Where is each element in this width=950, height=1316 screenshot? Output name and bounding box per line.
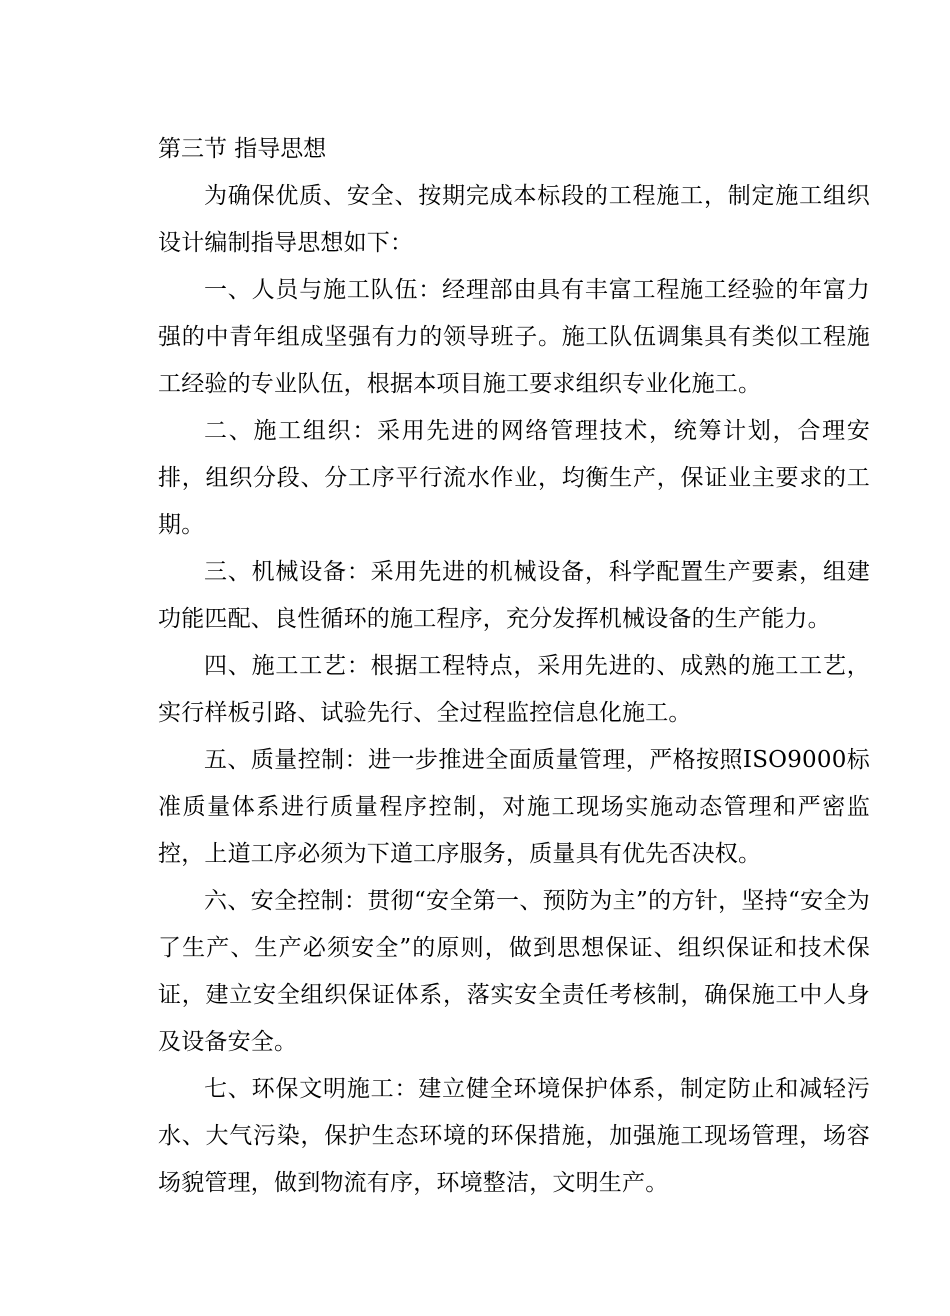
paragraph-equipment: 三、机械设备：采用先进的机械设备，科学配置生产要素，组建功能匹配、良性循环的施工程序，充分发挥机械设备的生产能力。 <box>158 559 870 632</box>
document-body <box>158 126 870 1207</box>
section-heading: 第三节 指导思想 <box>158 136 327 162</box>
paragraph-organization: 二、施工组织：采用先进的网络管理技术，统筹计划，合理安排，组织分段、分工序平行流水作业，均衡生产，保证业主要求的工期。 <box>158 418 870 538</box>
paragraph-process: 四、施工工艺：根据工程特点，采用先进的、成熟的施工工艺，实行样板引路、试验先行、全过程监控信息化施工。 <box>158 653 870 726</box>
paragraph-environment: 七、环保文明施工：建立健全环境保护体系，制定防止和减轻污水、大气污染，保护生态环境的环保措施，加强施工现场管理，场容场貌管理，做到物流有序，环境整洁，文明生产。 <box>158 1076 870 1196</box>
paragraph-safety: 六、安全控制：贯彻“安全第一、预防为主”的方针，坚持“安全为了生产、生产必须安全”的原则，做到思想保证、组织保证和技术保证，建立安全组织保证体系，落实安全责任考核制，确保施工中人身及设备安全。 <box>158 888 870 1055</box>
paragraph-personnel: 一、人员与施工队伍：经理部由具有丰富工程施工经验的年富力强的中青年组成坚强有力的领导班子。施工队伍调集具有类似工程施工经验的专业队伍，根据本项目施工要求组织专业化施工。 <box>158 277 870 397</box>
paragraph-intro: 为确保优质、安全、按期完成本标段的工程施工，制定施工组织设计编制指导思想如下： <box>158 183 870 256</box>
paragraph-quality: 五、质量控制：进一步推进全面质量管理，严格按照ISO9000标准质量体系进行质量程序控制，对施工现场实施动态管理和严密监控，上道工序必须为下道工序服务，质量具有优先否决权。 <box>158 747 870 867</box>
